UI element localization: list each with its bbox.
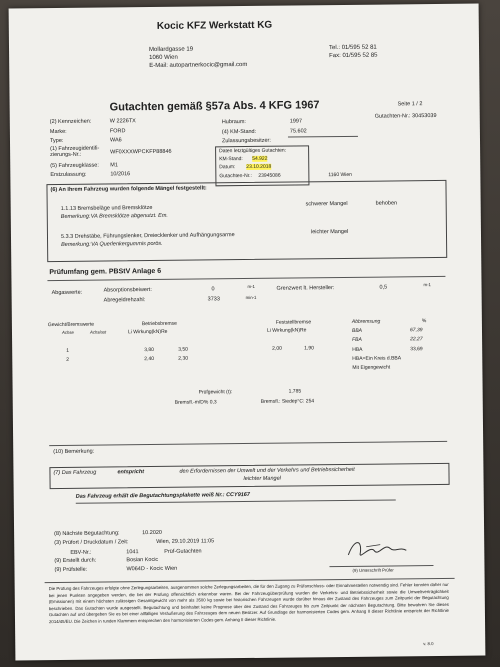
form-version: v. 8.0 — [423, 641, 434, 647]
brake-header-betrieb-sub: Li Wirkung(kN)Re — [127, 328, 168, 336]
verdict-description: den Erfordernissen der Umwelt und der Verkehrs und Betriebssicherheit — [179, 466, 355, 475]
brake-row-1-re: 3,50 — [178, 346, 188, 353]
defect-2-remark: VA Querlenkergummis porös. — [91, 240, 163, 248]
company-name: Kocic KFZ Werkstatt KG — [156, 19, 273, 32]
defect-2-code: 5.3.3 Drehstäbe, Führungslenker, Dreiecklenker und Aufhängungsarme — [60, 232, 235, 240]
brake-header-percent: % — [421, 318, 427, 325]
inspection-report-sheet — [9, 4, 486, 661]
value-kennzeichen: W 2226TX — [109, 118, 136, 125]
pruef-gutachten-label: Prüf-Gutachten — [164, 548, 202, 555]
defect-2-severity: leichter Mangel — [310, 228, 349, 236]
defect-2-remark-label: Bemerkung: — [61, 241, 91, 248]
brake-row-2-achse: 2 — [66, 356, 70, 363]
abb-eigengewicht: Mit Eigengewicht — [352, 364, 391, 371]
company-city: 1060 Wien — [149, 54, 178, 62]
bremsfluessigkeit-siedepunkt: Bremsfl.: Siedep°C: 254 — [260, 398, 315, 405]
brake-row-1-fre: 1,90 — [304, 345, 314, 352]
absorption-unit: m-1 — [247, 283, 255, 289]
pruefgewicht-value: 1,785 — [288, 388, 302, 395]
company-fax: Fax: 01/595 52 85 — [329, 52, 378, 60]
bremsfluessigkeit-label: Bremsfl.-m/D% 0,3 — [174, 399, 217, 406]
label-marke: Marke: — [49, 128, 67, 136]
verdict-entspricht: entspricht — [117, 469, 145, 476]
pruefstelle-label: (9) Prüfstelle: — [54, 566, 88, 574]
grenzwert-unit: m-1 — [423, 282, 431, 288]
legal-disclaimer: Die Prüfung des Fahrzeuges erfolgte ohne Zerlegungsarbeiten, ausgenommen solche Zerlegungsarbeiten, die für den Zugang zu Prüfanschluss- oder Einnahmestellen notwendig sind. Fehler konnten daher nur bei jenen Punkten angegeben werden, die bei der Prüfung offensichtlich erkennbar waren. Bei der Fahrzeugüberprüfung wurden die Verkehrs- und Betriebssicherheit sowie die Umweltverträglichkeit (Emissionen) mit einem höchsten zulässigen Gesamtgewicht von mehr als 3500 kg sowie bei historischen Fahrzeugen wurde darüber hinaus der Zustand des Fahrzeuges zum Zeitpunkt der Begutachtung beschrieben. Das Gutachten wurde ausgestellt. Begutachtung und beinhaltet keine Prognose über den Zustand des Fahrzeuges bis zum Zeitpunkt der nächsten Begutachtung. Bitte bewahren Sie dieses Gutachten auf und übergeben Sie es bei einer allfälligen Veräußerung des Fahrzeuges dem neuen Besitzer. Auf Grundlage der harmonisierten Codes gem. Anhang II dieser Richtlinie entspricht der Richtlinie 2014/45/EU. Die Zeichen in runden Klammern entsprechen den harmonisierten Codes gem. Anhang II dieser Richtlinie. — [48, 581, 449, 624]
brake-header-achse: Achse — [61, 329, 74, 335]
label-km-stand: (4) KM-Stand: — [221, 128, 257, 136]
abb-hba-note: HBA=Ein Kreis d.BBA — [352, 355, 402, 362]
abb-bba-value: 67,39 — [409, 327, 423, 334]
brake-row-1-li: 3,80 — [144, 346, 154, 354]
brake-row-2-re: 2,30 — [178, 355, 189, 362]
company-street: Mollardgasse 19 — [149, 46, 194, 54]
last-nr-label: Gutachten-Nr.: — [219, 172, 252, 180]
brake-row-1-fli: 2,00 — [272, 345, 282, 352]
brake-header-fest-sub: Li Wirkung(kN)Re — [266, 327, 307, 334]
value-hubraum: 1997 — [289, 118, 303, 125]
last-date-label: Datum: — [219, 164, 236, 171]
pruefgewicht-label: Prüfgewicht (t): — [198, 389, 233, 396]
value-klasse: M1 — [110, 162, 118, 169]
unterschrift-label: (9) Unterschrift Prüfer — [352, 567, 394, 573]
label-fin-2: zierungs-Nr.: — [50, 151, 82, 159]
last-box-title: Daten letztgültiges Gutachten: — [219, 147, 287, 155]
defect-1-remark: VA Bremsklötze abgenutzt. Em. — [90, 212, 168, 220]
naechste-label: (8) Nächste Begutachtung: — [54, 530, 120, 538]
value-erstzulassung: 10/2016 — [110, 171, 131, 178]
gutachten-number: Gutachten-Nr.: 30453039 — [374, 113, 437, 120]
company-phone: Tel.: 01/595 52 81 — [329, 44, 377, 52]
label-hubraum: Hubraum: — [221, 118, 246, 126]
value-type: WA6 — [109, 137, 122, 144]
brake-header-achslast: Achslast — [89, 329, 107, 335]
brake-header-abbremsung: Abbremsung — [351, 318, 381, 325]
verdict-minor-defect: leichter Mangel — [243, 475, 281, 483]
value-marke: FORD — [109, 128, 126, 135]
pruefstelle-value: W064D - Kocic Wien — [126, 565, 178, 573]
page-title: Gutachten gemäß §57a Abs. 4 KFG 1967 — [109, 99, 320, 114]
grenzwert-label: Grenzwert lt. Hersteller: — [276, 285, 335, 292]
examiner-signature — [344, 534, 414, 563]
pruefort-label: (3) Prüfort / Druckdatum / Zeit: — [54, 539, 129, 547]
label-erstzulassung: Erstzulassung: — [50, 171, 87, 179]
label-zulassungsbesitzer: Zulassungsbesitzer: — [221, 137, 271, 145]
defect-1-remark-label: Bemerkung: — [60, 213, 91, 220]
defect-1-code: 1.1.13 Bremsbeläge und Bremsklötze — [60, 204, 153, 212]
bemerkung-label: (10) Bemerkung: — [53, 448, 95, 456]
plakette-line: Das Fahrzeug erhält die Begutachtungsplakette weiß Nr.: CCY9167 — [75, 491, 250, 500]
erstellt-label: (9) Erstellt durch: — [54, 557, 97, 565]
abgas-label: Abgaswerte: — [51, 289, 83, 297]
naechste-value: 10.2020 — [142, 529, 163, 537]
brake-header-betrieb: Betriebsbremse — [141, 320, 177, 328]
owner-plz: 1160 Wien — [328, 171, 352, 179]
abb-fba-value: 22,27 — [410, 336, 423, 343]
abb-fba-label: FBA — [352, 336, 362, 343]
last-nr-value: 23945086 — [258, 172, 281, 179]
label-kennzeichen: (2) Kennzeichen: — [49, 118, 92, 126]
label-type: Type: — [49, 137, 64, 145]
last-date-value: 23.10.2018 — [246, 163, 272, 170]
pruefort-value: Wien, 29.10.2019 11:05 — [156, 538, 215, 545]
company-email: E-Mail: autopartnerkocic@gmail.com — [149, 61, 248, 70]
defect-1-status: behoben — [375, 200, 398, 207]
last-km-value: 54.922 — [252, 155, 268, 162]
label-fin-1: (1) Fahrzeugidentifi- — [50, 145, 100, 153]
abb-bba-label: BBA — [351, 327, 363, 334]
ebv-value: 1041 — [126, 549, 139, 556]
brake-header-gewicht: Gewicht/Bremswerte — [47, 321, 95, 329]
defects-title: (6) An Ihrem Fahrzeug wurden folgende Mängel festgestellt: — [50, 185, 207, 194]
label-klasse: (5) Fahrzeugklasse: — [50, 162, 99, 170]
value-km-stand: 75.602 — [289, 128, 307, 135]
absorption-value: 0 — [211, 286, 215, 293]
ebv-label: EBV-Nr.: — [70, 549, 92, 556]
drehzahl-unit: min-1 — [245, 294, 257, 301]
absorption-label: Absorptionsbeiwert: — [103, 286, 152, 294]
abb-hba-value: 33,69 — [410, 346, 423, 353]
drehzahl-value: 3733 — [207, 296, 220, 303]
pruefumfang-title: Prüfumfang gem. PBStV Anlage 6 — [49, 267, 162, 277]
brake-row-1-achse: 1 — [66, 347, 70, 354]
abb-hba-label: HBA — [352, 346, 363, 353]
value-fin: WF0XXXWPCKFP88846 — [110, 148, 172, 156]
page-number: Seite 1 / 2 — [397, 101, 423, 108]
drehzahl-label: Abregeldrehzahl: — [103, 297, 146, 304]
erstellt-value: Bosian Kocic — [126, 556, 159, 564]
last-km-label: KM-Stand: — [219, 156, 243, 163]
brake-header-fest: Feststellbremse — [275, 319, 312, 326]
grenzwert-value: 0,5 — [379, 284, 388, 291]
defect-1-severity: schwerer Mangel — [305, 200, 348, 208]
brake-row-2-li: 2,40 — [144, 355, 155, 363]
verdict-vehicle: (7) Das Fahrzeug — [53, 469, 97, 477]
